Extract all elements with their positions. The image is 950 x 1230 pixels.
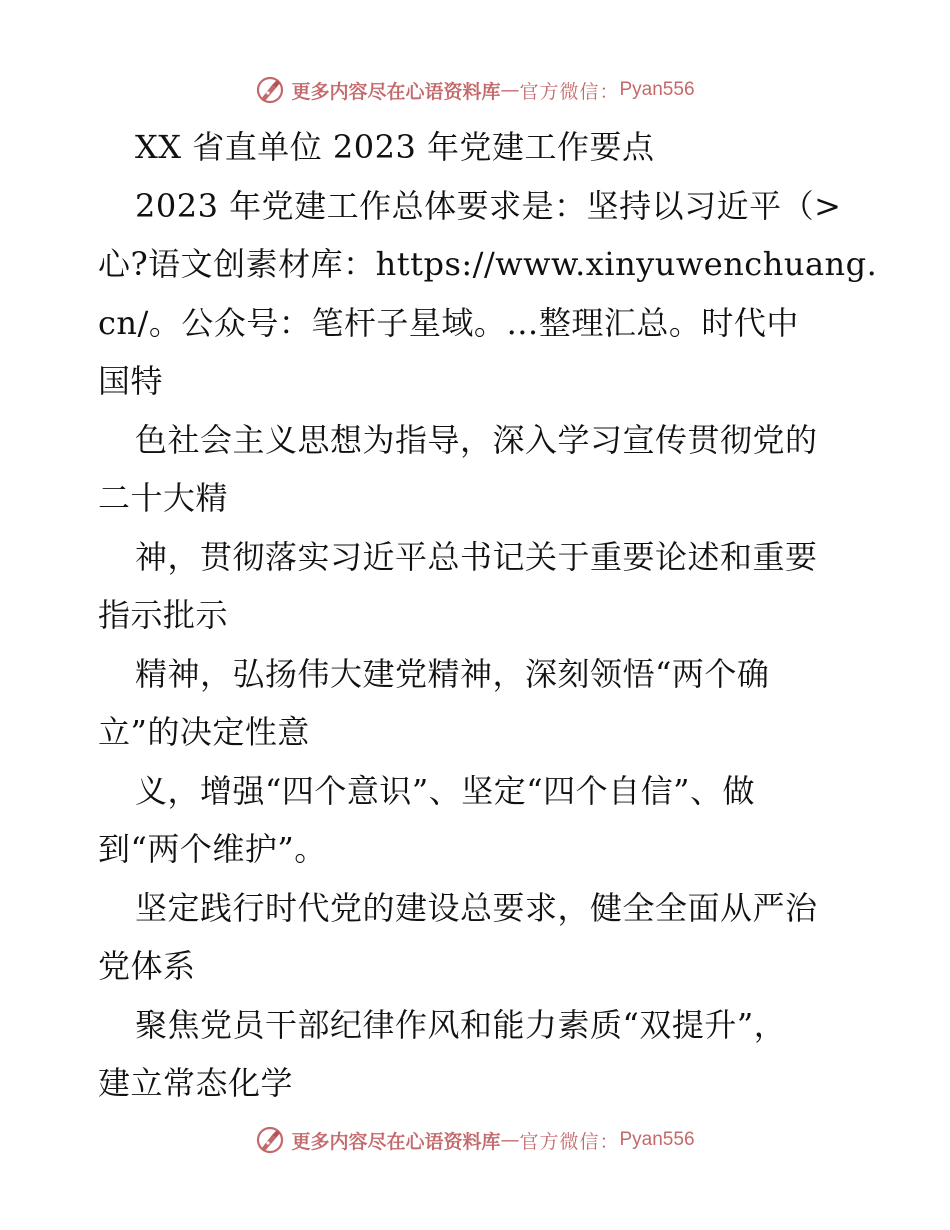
watermark-separator: — <box>500 79 520 101</box>
paragraph-line: 神，贯彻落实习近平总书记关于重要论述和重要 <box>135 537 818 576</box>
watermark-main-text: 更多内容尽在心语资料库 <box>291 80 501 103</box>
paragraph-line: 到“两个维护”。 <box>98 830 327 868</box>
watermark-wechat-id: Pyan556 <box>619 1129 695 1150</box>
paragraph-line: 色社会主义思想为指导，深入学习宣传贯彻党的 <box>135 420 818 459</box>
footer-watermark <box>0 1120 950 1160</box>
watermark-main-text: 更多内容尽在心语资料库 <box>291 1130 501 1153</box>
paragraph-line: 国特 <box>98 362 164 400</box>
paragraph-line: 聚焦党员干部纪律作风和能力素质“双提升”， <box>135 1005 787 1044</box>
paragraph-line: 党体系 <box>98 947 196 985</box>
pen-nib-seal-icon <box>255 1125 285 1155</box>
document-body <box>98 118 878 1113</box>
paragraph-line: 建立常态化学 <box>98 1064 294 1102</box>
watermark-wechat-id: Pyan556 <box>619 79 695 100</box>
paragraph-line: 精神，弘扬伟大建党精神，深刻领悟“两个确 <box>135 654 770 693</box>
paragraph-line: 立”的决定性意 <box>98 713 310 751</box>
document-title: XX 省直单位 2023 年党建工作要点 <box>135 128 655 166</box>
paragraph-line: 坚定践行时代党的建设总要求，健全全面从严治 <box>135 888 818 927</box>
paragraph-line: 二十大精 <box>98 479 229 517</box>
paragraph-line: 指示批示 <box>98 596 229 634</box>
paragraph-line: cn/。公众号：笔杆子星域。…整理汇总。时代中 <box>98 303 799 342</box>
watermark-label: 官方微信： <box>519 80 620 103</box>
watermark-label: 官方微信： <box>519 1130 620 1153</box>
pen-nib-seal-icon <box>255 75 285 105</box>
paragraph-line: 义，增强“四个意识”、坚定“四个自信”、做 <box>135 771 755 810</box>
paragraph-line: 心?语文创素材库：https://www.xinyuwenchuang. <box>98 245 878 283</box>
watermark-separator: — <box>500 1129 520 1151</box>
header-watermark <box>0 70 950 110</box>
paragraph-line: 2023 年党建工作总体要求是：坚持以习近平（> <box>135 186 842 225</box>
